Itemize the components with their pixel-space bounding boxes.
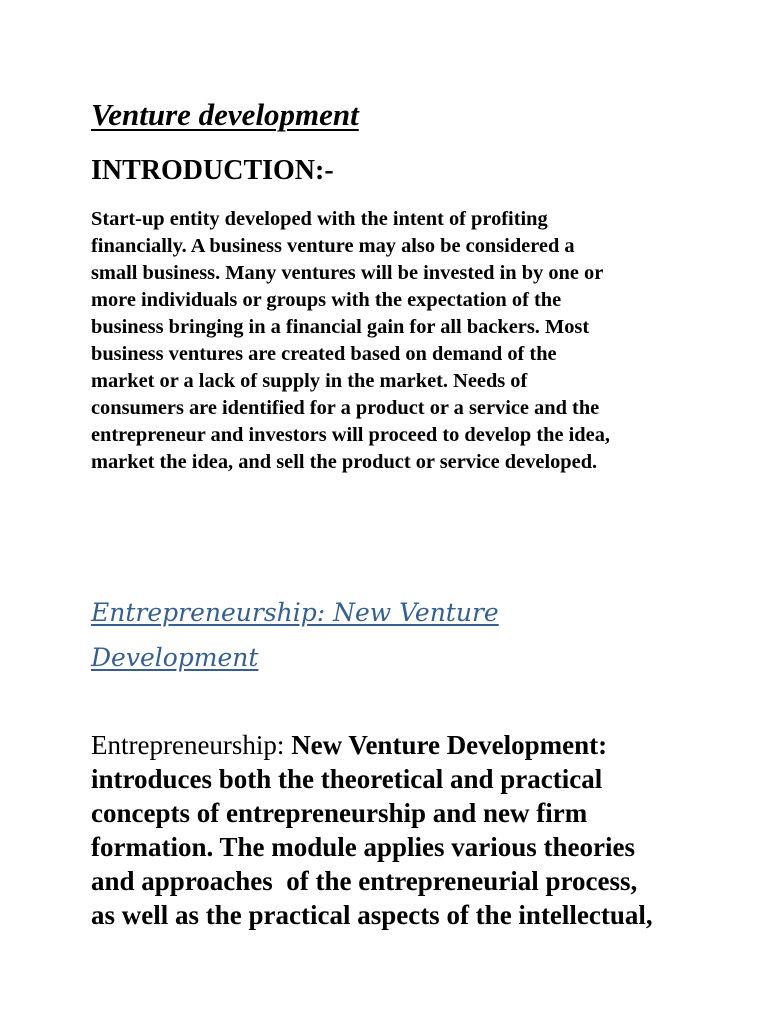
intro-line: entrepreneur and investors will proceed to develop the idea,: [91, 424, 610, 446]
module-line: formation. The module applies various theories: [91, 832, 636, 862]
module-line: as well as the practical aspects of the intellectual,: [91, 900, 653, 930]
section-link-line[interactable]: Development: [91, 643, 259, 672]
section-link-line[interactable]: Entrepreneurship: New Venture: [91, 598, 499, 627]
module-lead-bold: New Venture Development:: [291, 730, 608, 760]
module-line: [91, 728, 711, 762]
introduction-paragraph: [91, 206, 691, 476]
intro-line: business bringing in a financial gain for all backers. Most: [91, 316, 590, 338]
intro-line: business ventures are created based on demand of the: [91, 343, 557, 365]
intro-line: market the idea, and sell the product or service developed.: [91, 451, 598, 473]
intro-line: small business. Many ventures will be invested in by one or: [91, 262, 604, 284]
module-paragraph: [91, 728, 711, 932]
intro-line: market or a lack of supply in the market. Needs of: [91, 370, 528, 392]
intro-line: more individuals or groups with the expectation of the: [91, 289, 562, 311]
introduction-heading: INTRODUCTION:-: [91, 155, 334, 186]
module-lead-plain: Entrepreneurship:: [91, 730, 292, 760]
intro-line: Start-up entity developed with the intent of profiting: [91, 208, 548, 230]
document-title: Venture development: [91, 97, 359, 132]
module-line: introduces both the theoretical and practical: [91, 764, 603, 794]
module-line: concepts of entrepreneurship and new firm: [91, 798, 588, 828]
module-line: and approaches of the entrepreneurial process,: [91, 866, 638, 896]
section-heading-link[interactable]: [91, 590, 499, 680]
intro-line: consumers are identified for a product or a service and the: [91, 397, 600, 419]
intro-line: financially. A business venture may also be considered a: [91, 235, 575, 257]
